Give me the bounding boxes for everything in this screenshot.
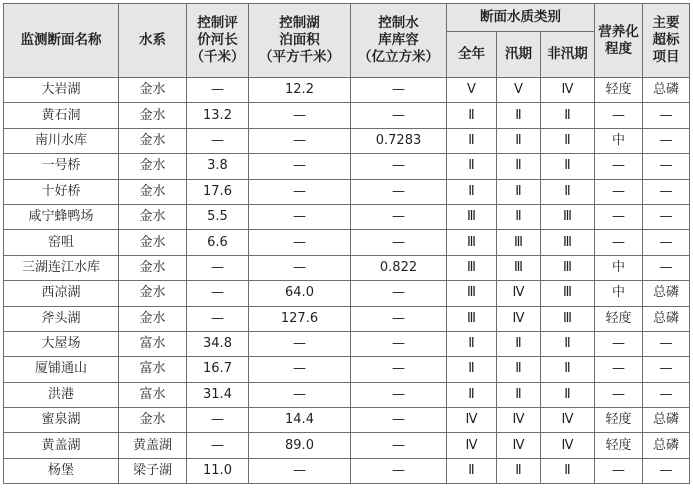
cell-reservoir-capacity: — — [351, 230, 447, 255]
cell-wq-full-year: Ⅲ — [447, 255, 497, 280]
cell-wq-non-flood: Ⅱ — [541, 382, 595, 407]
cell-wq-full-year: Ⅱ — [447, 331, 497, 356]
table-row — [4, 230, 690, 255]
cell-wq-flood: Ⅱ — [497, 382, 541, 407]
table-row — [4, 255, 690, 280]
cell-main-exceeding: — — [643, 331, 690, 356]
cell-nutrition: 轻度 — [595, 433, 643, 458]
header-lake-area — [249, 4, 351, 78]
cell-wq-flood: Ⅱ — [497, 128, 541, 153]
header-river-length — [187, 4, 249, 78]
cell-main-exceeding: 总磷 — [643, 408, 690, 433]
cell-section-name: 一号桥 — [4, 154, 119, 179]
cell-lake-area: — — [249, 128, 351, 153]
cell-lake-area: 12.2 — [249, 78, 351, 103]
cell-main-exceeding: — — [643, 204, 690, 229]
cell-nutrition: — — [595, 154, 643, 179]
cell-wq-non-flood: Ⅳ — [541, 408, 595, 433]
cell-river-length: — — [187, 78, 249, 103]
cell-wq-non-flood: Ⅱ — [541, 128, 595, 153]
header-lake-area-line1: 控制湖 — [279, 15, 320, 31]
cell-river-length: — — [187, 408, 249, 433]
cell-reservoir-capacity: — — [351, 204, 447, 229]
cell-section-name: 蜜泉湖 — [4, 408, 119, 433]
header-reservoir-capacity — [351, 4, 447, 78]
cell-section-name: 厦铺通山 — [4, 357, 119, 382]
header-reservoir-capacity-line3: （亿立方米） — [358, 49, 439, 65]
cell-river-length: 17.6 — [187, 179, 249, 204]
cell-wq-non-flood: Ⅱ — [541, 179, 595, 204]
cell-wq-flood: Ⅱ — [497, 179, 541, 204]
cell-main-exceeding: — — [643, 128, 690, 153]
cell-wq-full-year: Ⅱ — [447, 458, 497, 483]
cell-water-system: 金水 — [119, 230, 187, 255]
cell-wq-non-flood: Ⅳ — [541, 433, 595, 458]
cell-wq-non-flood: Ⅲ — [541, 204, 595, 229]
cell-water-system: 金水 — [119, 408, 187, 433]
cell-river-length: — — [187, 128, 249, 153]
cell-wq-flood: Ⅳ — [497, 408, 541, 433]
cell-reservoir-capacity: — — [351, 281, 447, 306]
cell-wq-full-year: Ⅴ — [447, 78, 497, 103]
cell-reservoir-capacity: — — [351, 408, 447, 433]
cell-wq-non-flood: Ⅳ — [541, 78, 595, 103]
cell-water-system: 金水 — [119, 204, 187, 229]
cell-wq-flood: Ⅳ — [497, 306, 541, 331]
cell-nutrition: — — [595, 382, 643, 407]
header-reservoir-capacity-line2: 库库容 — [378, 32, 419, 48]
cell-section-name: 大屋场 — [4, 331, 119, 356]
cell-river-length: 5.5 — [187, 204, 249, 229]
header-nutrition-line1: 营养化 — [598, 23, 639, 40]
cell-main-exceeding: — — [643, 255, 690, 280]
cell-water-system: 金水 — [119, 128, 187, 153]
cell-wq-full-year: Ⅱ — [447, 103, 497, 128]
cell-main-exceeding: — — [643, 458, 690, 483]
cell-river-length: 6.6 — [187, 230, 249, 255]
cell-section-name: 黄石洞 — [4, 103, 119, 128]
cell-reservoir-capacity: — — [351, 382, 447, 407]
cell-wq-flood: Ⅲ — [497, 230, 541, 255]
cell-wq-flood: Ⅱ — [497, 103, 541, 128]
cell-nutrition: — — [595, 103, 643, 128]
cell-main-exceeding: — — [643, 382, 690, 407]
table-row — [4, 78, 690, 103]
cell-section-name: 大岩湖 — [4, 78, 119, 103]
table-row — [4, 458, 690, 483]
table-row — [4, 382, 690, 407]
cell-water-system: 金水 — [119, 306, 187, 331]
table-row — [4, 306, 690, 331]
cell-nutrition: — — [595, 204, 643, 229]
header-main-exceeding — [643, 4, 690, 78]
cell-lake-area: 89.0 — [249, 433, 351, 458]
cell-section-name: 南川水库 — [4, 128, 119, 153]
cell-reservoir-capacity: — — [351, 458, 447, 483]
cell-water-system: 金水 — [119, 179, 187, 204]
cell-main-exceeding: 总磷 — [643, 78, 690, 103]
cell-wq-non-flood: Ⅲ — [541, 255, 595, 280]
water-quality-table-container — [3, 3, 690, 484]
cell-section-name: 西凉湖 — [4, 281, 119, 306]
cell-river-length: — — [187, 306, 249, 331]
cell-wq-full-year: Ⅲ — [447, 281, 497, 306]
table-row — [4, 331, 690, 356]
cell-river-length: 13.2 — [187, 103, 249, 128]
header-nutrition — [595, 4, 643, 78]
cell-lake-area: — — [249, 382, 351, 407]
cell-lake-area: — — [249, 154, 351, 179]
cell-wq-non-flood: Ⅲ — [541, 230, 595, 255]
cell-main-exceeding: — — [643, 154, 690, 179]
cell-lake-area: — — [249, 103, 351, 128]
cell-nutrition: 中 — [595, 281, 643, 306]
cell-section-name: 斧头湖 — [4, 306, 119, 331]
table-row — [4, 433, 690, 458]
cell-lake-area: — — [249, 255, 351, 280]
table-row — [4, 408, 690, 433]
cell-lake-area: — — [249, 458, 351, 483]
cell-river-length: 11.0 — [187, 458, 249, 483]
cell-reservoir-capacity: 0.7283 — [351, 128, 447, 153]
cell-reservoir-capacity: — — [351, 103, 447, 128]
header-water-system: 水系 — [119, 4, 187, 78]
cell-wq-full-year: Ⅱ — [447, 154, 497, 179]
cell-river-length: — — [187, 281, 249, 306]
header-main-exceeding-line1: 主要 — [652, 15, 680, 31]
cell-wq-full-year: Ⅱ — [447, 382, 497, 407]
table-row — [4, 357, 690, 382]
cell-wq-flood: Ⅱ — [497, 331, 541, 356]
table-row — [4, 281, 690, 306]
cell-water-system: 富水 — [119, 357, 187, 382]
header-nutrition-line2: 程度 — [605, 40, 633, 57]
header-river-length-line2: 价河长 — [197, 32, 238, 48]
cell-wq-full-year: Ⅲ — [447, 230, 497, 255]
header-river-length-line3: （千米） — [190, 49, 245, 65]
cell-wq-full-year: Ⅲ — [447, 204, 497, 229]
cell-river-length: 3.8 — [187, 154, 249, 179]
header-main-exceeding-line2: 超标 — [652, 32, 680, 48]
cell-wq-flood: Ⅱ — [497, 357, 541, 382]
cell-reservoir-capacity: — — [351, 154, 447, 179]
cell-wq-full-year: Ⅱ — [447, 179, 497, 204]
table-row — [4, 103, 690, 128]
cell-nutrition: 轻度 — [595, 408, 643, 433]
cell-wq-flood: Ⅳ — [497, 281, 541, 306]
header-section-name: 监测断面名称 — [4, 4, 119, 78]
cell-section-name: 洪港 — [4, 382, 119, 407]
cell-nutrition: — — [595, 357, 643, 382]
cell-river-length: 31.4 — [187, 382, 249, 407]
cell-wq-flood: Ⅳ — [497, 433, 541, 458]
table-header — [4, 4, 690, 78]
cell-nutrition: — — [595, 331, 643, 356]
cell-river-length: 34.8 — [187, 331, 249, 356]
cell-reservoir-capacity: — — [351, 306, 447, 331]
cell-wq-non-flood: Ⅲ — [541, 281, 595, 306]
cell-main-exceeding: — — [643, 357, 690, 382]
header-full-year: 全年 — [447, 32, 497, 78]
cell-wq-non-flood: Ⅱ — [541, 357, 595, 382]
header-lake-area-line3: （平方千米） — [259, 49, 340, 65]
cell-reservoir-capacity: — — [351, 433, 447, 458]
cell-main-exceeding: 总磷 — [643, 281, 690, 306]
cell-reservoir-capacity: 0.822 — [351, 255, 447, 280]
cell-wq-full-year: Ⅱ — [447, 357, 497, 382]
header-water-quality-class: 断面水质类别 — [447, 4, 595, 32]
cell-reservoir-capacity: — — [351, 331, 447, 356]
cell-wq-flood: Ⅱ — [497, 458, 541, 483]
cell-section-name: 三湖连江水库 — [4, 255, 119, 280]
header-reservoir-capacity-line1: 控制水 — [378, 15, 419, 31]
cell-water-system: 黄盖湖 — [119, 433, 187, 458]
header-lake-area-line2: 泊面积 — [279, 32, 320, 48]
cell-water-system: 金水 — [119, 103, 187, 128]
cell-lake-area: — — [249, 357, 351, 382]
cell-nutrition: 中 — [595, 128, 643, 153]
header-main-exceeding-line3: 项目 — [652, 49, 680, 65]
cell-wq-flood: Ⅴ — [497, 78, 541, 103]
cell-water-system: 富水 — [119, 331, 187, 356]
cell-section-name: 咸宁蜂鸭场 — [4, 204, 119, 229]
cell-wq-non-flood: Ⅱ — [541, 103, 595, 128]
cell-nutrition: — — [595, 458, 643, 483]
cell-lake-area: 64.0 — [249, 281, 351, 306]
cell-wq-full-year: Ⅳ — [447, 408, 497, 433]
cell-reservoir-capacity: — — [351, 78, 447, 103]
cell-main-exceeding: 总磷 — [643, 433, 690, 458]
cell-wq-full-year: Ⅲ — [447, 306, 497, 331]
cell-wq-flood: Ⅱ — [497, 204, 541, 229]
cell-water-system: 金水 — [119, 281, 187, 306]
cell-lake-area: — — [249, 230, 351, 255]
cell-water-system: 金水 — [119, 154, 187, 179]
cell-main-exceeding: — — [643, 103, 690, 128]
cell-water-system: 金水 — [119, 255, 187, 280]
cell-water-system: 梁子湖 — [119, 458, 187, 483]
cell-nutrition: 轻度 — [595, 78, 643, 103]
cell-wq-non-flood: Ⅲ — [541, 306, 595, 331]
cell-wq-non-flood: Ⅱ — [541, 458, 595, 483]
cell-river-length: — — [187, 255, 249, 280]
cell-river-length: 16.7 — [187, 357, 249, 382]
table-row — [4, 179, 690, 204]
header-non-flood-season: 非汛期 — [541, 32, 595, 78]
cell-main-exceeding: — — [643, 230, 690, 255]
cell-nutrition: — — [595, 179, 643, 204]
cell-nutrition: 轻度 — [595, 306, 643, 331]
cell-wq-flood: Ⅲ — [497, 255, 541, 280]
cell-wq-full-year: Ⅱ — [447, 128, 497, 153]
table-row — [4, 128, 690, 153]
cell-water-system: 富水 — [119, 382, 187, 407]
cell-section-name: 杨堡 — [4, 458, 119, 483]
header-flood-season: 汛期 — [497, 32, 541, 78]
cell-main-exceeding: — — [643, 179, 690, 204]
cell-nutrition: 中 — [595, 255, 643, 280]
cell-lake-area: 127.6 — [249, 306, 351, 331]
header-river-length-line1: 控制评 — [197, 15, 238, 31]
cell-wq-non-flood: Ⅱ — [541, 331, 595, 356]
cell-water-system: 金水 — [119, 78, 187, 103]
table-row — [4, 204, 690, 229]
cell-river-length: — — [187, 433, 249, 458]
cell-reservoir-capacity: — — [351, 179, 447, 204]
cell-reservoir-capacity: — — [351, 357, 447, 382]
cell-wq-full-year: Ⅳ — [447, 433, 497, 458]
cell-lake-area: — — [249, 179, 351, 204]
cell-section-name: 窑咀 — [4, 230, 119, 255]
table-row — [4, 154, 690, 179]
cell-wq-flood: Ⅱ — [497, 154, 541, 179]
cell-wq-non-flood: Ⅱ — [541, 154, 595, 179]
cell-section-name: 十好桥 — [4, 179, 119, 204]
cell-nutrition: — — [595, 230, 643, 255]
cell-lake-area: — — [249, 204, 351, 229]
cell-main-exceeding: 总磷 — [643, 306, 690, 331]
cell-lake-area: — — [249, 331, 351, 356]
cell-section-name: 黄盖湖 — [4, 433, 119, 458]
water-quality-table — [3, 3, 690, 484]
cell-lake-area: 14.4 — [249, 408, 351, 433]
table-body — [4, 78, 690, 484]
